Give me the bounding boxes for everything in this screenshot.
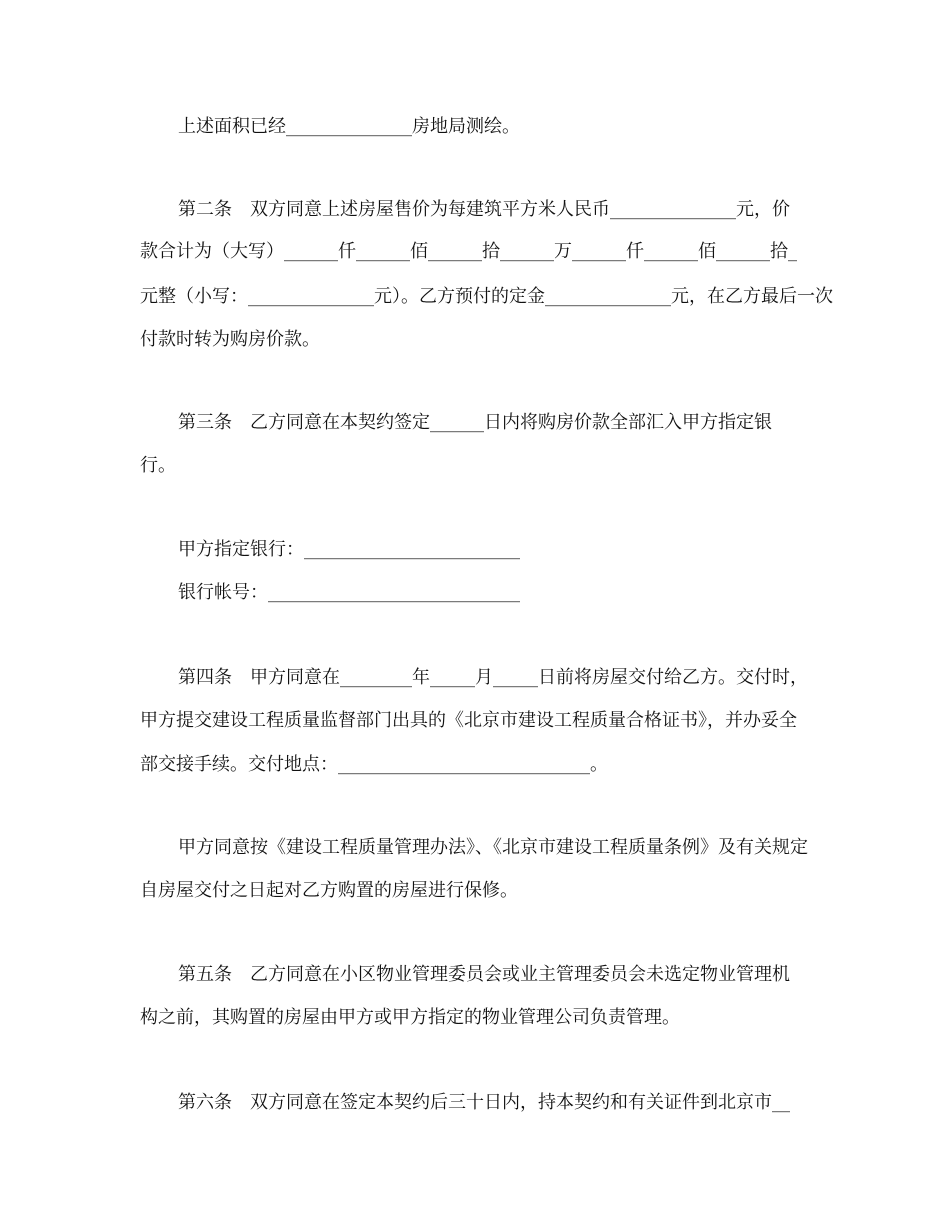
article-2-line-3: 元整（小写：______________元）。乙方预付的定金______________元，在乙方最后一次 xyxy=(140,286,833,307)
article-4-line-2: 甲方提交建设工程质量监督部门出具的《北京市建设工程质量合格证书》，并办妥全 xyxy=(140,710,797,731)
area-survey-line: 上述面积已经______________房地局测绘。 xyxy=(178,116,520,137)
warranty-line-1: 甲方同意按《建设工程质量管理办法》、《北京市建设工程质量条例》及有关规定 xyxy=(178,837,808,858)
article-4-line-3: 部交接手续。交付地点：____________________________。 xyxy=(140,754,608,775)
article-3-line-2: 行。 xyxy=(140,455,176,476)
article-5-line-2: 构之前，其购置的房屋由甲方或甲方指定的物业管理公司负责管理。 xyxy=(140,1007,680,1028)
article-2-line-1: 第二条 双方同意上述房屋售价为每建筑平方米人民币______________元，价 xyxy=(178,199,790,220)
warranty-line-2: 自房屋交付之日起对乙方购置的房屋进行保修。 xyxy=(140,880,518,901)
article-6-line-1: 第六条 双方同意在签定本契约后三十日内，持本契约和有关证件到北京市__ xyxy=(178,1092,790,1113)
article-3-line-1: 第三条 乙方同意在本契约签定______日内将购房价款全部汇入甲方指定银 xyxy=(178,412,772,433)
article-2-line-4: 付款时转为购房价款。 xyxy=(140,329,320,350)
article-4-line-1: 第四条 甲方同意在________年_____月_____日前将房屋交付给乙方。交付时， xyxy=(178,667,808,688)
article-2-line-2: 款合计为（大写）______仟______佰______拾______万______仟______佰______拾_ xyxy=(140,241,797,262)
article-5-line-1: 第五条 乙方同意在小区物业管理委员会或业主管理委员会未选定物业管理机 xyxy=(178,964,790,985)
bank-account-line: 银行帐号：____________________________ xyxy=(178,582,520,603)
bank-name-line: 甲方指定银行：________________________ xyxy=(178,539,520,560)
